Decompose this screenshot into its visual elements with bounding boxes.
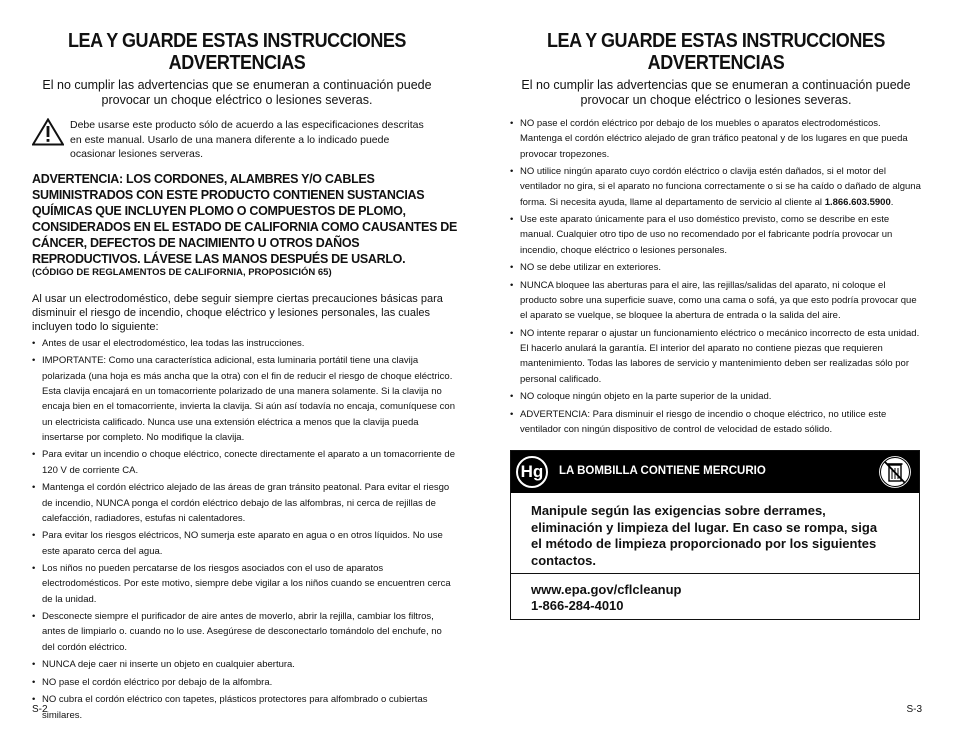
warning-icon — [32, 118, 64, 146]
intro-text: El no cumplir las advertencias que se enumeran a continuación puede provocar un choque eléctrico o lesiones severas. — [42, 78, 432, 107]
list-item: • IMPORTANTE: Como una característica adicional, esta luminaria portátil tiene una clavija polarizada (una hoja es más ancha que la otra) con el fin de reducir el riesgo de choque eléctrico. Esta clavija encajará en un tomacorriente polarizado de una manera solamente. Si la clavija no encaja bien en el tomacorriente, invierta la clavija. Si aún así todavía no encaja, comuníquese con un electricista calificado. Nunca use una extensión eléctrica a menos que la clavija pueda insertarse por completo. No modifique la clavija. — [32, 355, 455, 443]
mercury-contacts — [531, 582, 682, 614]
list-item: • Desconecte siempre el purificador de aire antes de moverlo, abrir la rejilla, cambiar los filtros, antes de limpiarlo o. cuando no lo use. Asegúrese de desconectarlo tomándolo del enchufe, no del cordón eléctrico. — [32, 611, 442, 653]
safety-list — [510, 116, 922, 439]
prop65-citation: (CÓDIGO DE REGLAMENTOS DE CALIFORNIA, PROPOSICIÓN 65) — [32, 267, 332, 278]
right-page — [510, 0, 922, 738]
mercury-header — [511, 451, 919, 493]
caution-text: Debe usarse este producto sólo de acuerdo a las especificaciones descritas en este manual. Usarlo de una manera diferente a lo indicado puede ocasionar lesiones serveras. — [70, 119, 424, 160]
page-number: S-3 — [906, 704, 922, 715]
intro-text: El no cumplir las advertencias que se enumeran a continuación puede provocar un choque eléctrico o lesiones severas. — [521, 78, 911, 107]
heading-line2: ADVERTENCIAS — [647, 52, 785, 74]
list-item: • Use este aparato únicamente para el uso doméstico previsto, como se describe en este manual. Cualquier otro tipo de uso no recomendado por el fabricante podría provocar un incendio, choque eléctrico o lesiones personales. — [510, 214, 893, 256]
general-precautions: Al usar un electrodoméstico, debe seguir siempre ciertas precauciones básicas para disminuir el riesgo de incendio, choque eléctrico y lesiones personales, las cuales incluyen todo lo siguiente: — [32, 293, 443, 333]
list-item: • Los niños no pueden percatarse de los riesgos asociados con el uso de aparatos electrodomésticos. Por este motivo, siempre debe vigilar a los niños cuando se encuentren cerca de la unidad. — [32, 563, 451, 605]
heading-line1: LEA Y GUARDE ESTAS INSTRUCCIONES — [546, 30, 885, 52]
page-heading — [531, 30, 902, 74]
list-item: • NO utilice ningún aparato cuyo cordón eléctrico o clavija estén dañados, si el motor del ventilador no gira, si el aparato no funciona correctamente o si se ha caído o dañado de alguna forma. Si necesita ayuda, llame al departamento de servicio al cliente al 1.866.603.5900. — [510, 166, 921, 208]
list-item: • ADVERTENCIA: Para disminuir el riesgo de incendio o choque eléctrico, no utilice este ventilador con ningún dispositivo de control de velocidad de estado sólido. — [510, 408, 887, 435]
page-heading — [53, 30, 422, 74]
list-item: • NO pase el cordón eléctrico por debajo de los muebles o aparatos electrodomésticos. Mantenga el cordón eléctrico alejado de gran tráfico peatonal y de los lugares en que pueda provocar tropezones. — [510, 118, 908, 160]
mercury-notice — [510, 450, 920, 620]
mercury-symbol: Hg — [516, 456, 548, 488]
epa-link[interactable]: www.epa.gov/cflcleanup — [531, 582, 682, 597]
list-item: • NO coloque ningún objeto en la parte superior de la unidad. — [510, 391, 772, 403]
list-item: • NO pase el cordón eléctrico por debajo de la alfombra. — [32, 676, 273, 688]
divider — [511, 573, 919, 574]
left-page — [32, 0, 462, 738]
list-item: • Mantenga el cordón eléctrico alejado de las áreas de gran tránsito peatonal. Para evitar el riesgo de incendio, NUNCA ponga el cordón eléctrico debajo de las alfombras, ni cerca de rejillas de calefacción, radiadores, estufas ni calentadores. — [32, 482, 450, 524]
caution-block — [32, 118, 432, 162]
list-item: • NO se debe utilizar en exteriores. — [510, 262, 661, 274]
mercury-phone: 1-866-284-4010 — [531, 598, 624, 613]
heading-line2: ADVERTENCIAS — [168, 52, 306, 74]
page-number: S-2 — [32, 704, 48, 715]
mercury-title: LA BOMBILLA CONTIENE MERCURIO — [559, 465, 766, 477]
list-item: • Para evitar un incendio o choque eléctrico, conecte directamente el aparato a un tomacorriente de 120 V de corriente CA. — [32, 449, 455, 476]
list-item: • NO cubra el cordón eléctrico con tapetes, plásticos protectores para alfombrado o cubiertas similares. — [32, 694, 428, 721]
mercury-instructions: Manipule según las exigencias sobre derrames, eliminación y limpieza del lugar. En caso se rompa, siga el método de limpieza proporcionado por los siguientes contactos. — [531, 503, 878, 568]
crossed-out-bin-icon — [877, 454, 913, 490]
heading-line1: LEA Y GUARDE ESTAS INSTRUCCIONES — [67, 30, 406, 52]
list-item: • NUNCA deje caer ni inserte un objeto en cualquier abertura. — [32, 659, 295, 671]
list-item: • NUNCA bloquee las aberturas para el aire, las rejillas/salidas del aparato, ni coloque el producto sobre una superficie suave, como una cama o sofá, ya que esto podría provocar que el aparato se vuelque, se bloquee la abertura de entrada o la salida del aire. — [510, 279, 917, 322]
list-item: • Antes de usar el electrodoméstico, lea todas las instrucciones. — [32, 338, 305, 349]
prop65-warning: ADVERTENCIA: LOS CORDONES, ALAMBRES Y/O CABLES SUMINISTRADOS CON ESTE PRODUCTO CONTIENEN SUSTANCIAS QUÍMICAS QUE INCLUYEN PLOMO O COMPUESTOS DE PLOMO, CONSIDERADOS EN EL ESTADO DE CALIFORNIA COMO CAUSANTES DE CÁNCER, DEFECTOS DE NACIMIENTO U OTROS DAÑOS REPRODUCTIVOS. LÁVESE LAS MANOS DESPUÉS DE USARLO. — [32, 172, 458, 266]
list-item: • Para evitar los riesgos eléctricos, NO sumerja este aparato en agua o en otros líquidos. No use este aparato cerca del agua. — [32, 530, 443, 557]
safety-list — [32, 336, 457, 725]
list-item: • NO intente reparar o ajustar un funcionamiento eléctrico o mecánico incorrecto de esta unidad. El hacerlo anulará la garantía. El interior del aparato no contiene piezas que requieren mantenimiento. Todas las labores de servicio y mantenimiento deben ser realizadas sólo por personal calificado. — [510, 327, 920, 385]
service-phone: 1.866.603.5900 — [824, 196, 891, 208]
